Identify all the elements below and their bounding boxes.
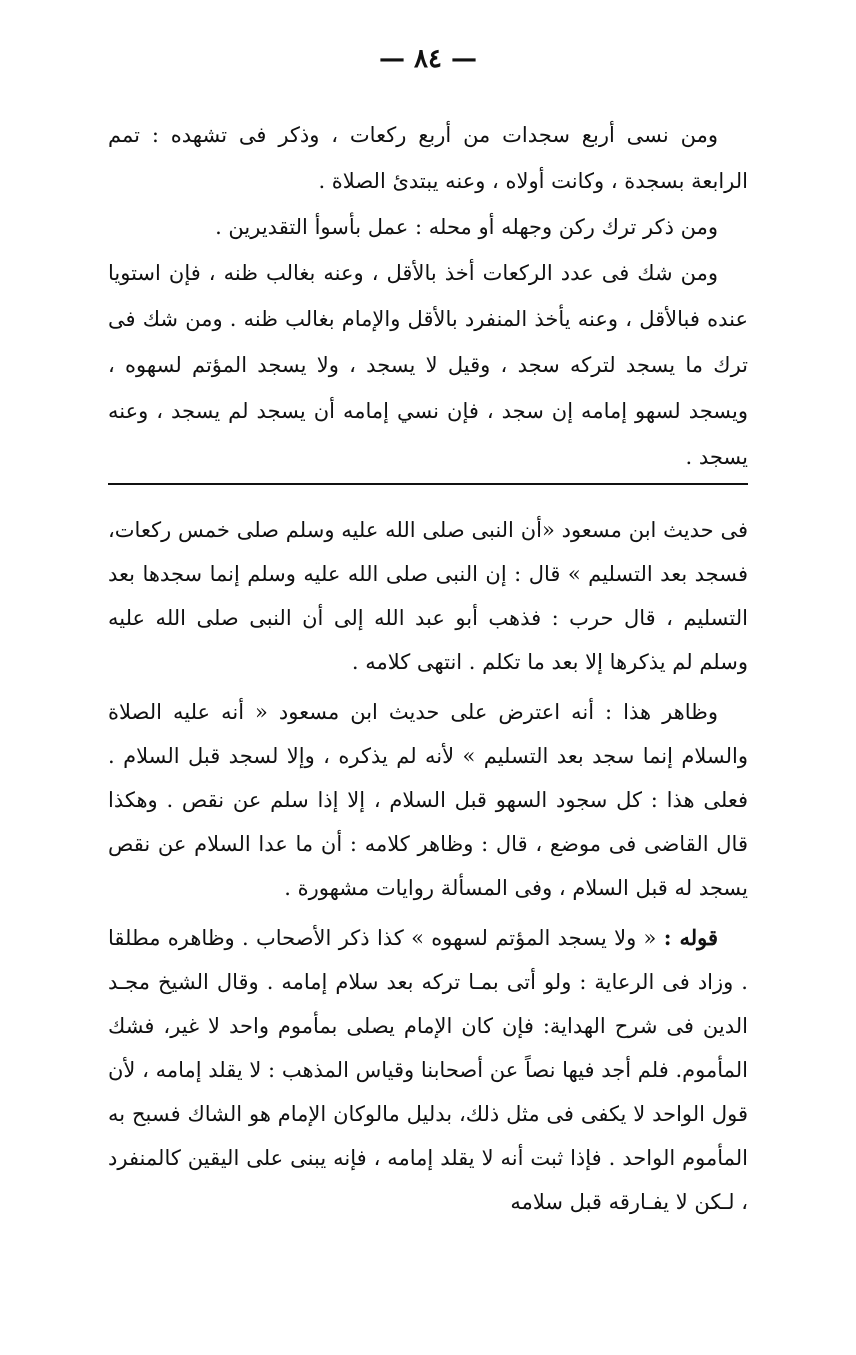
commentary-paragraph-body: « ولا يسجد المؤتم لسهوه » كذا ذكر الأصحاب . وظاهره مطلقا . وزاد فى الرعاية : ولو أتى بمـا تركه بعد سلام إمامه . وقال الشيخ مجـد الدين فى شرح الهداية: فإن كان الإمام يصلى بمأموم واحد لا غير، فشك المأموم. فلم أجد فيها نصاً عن أصحابنا وقياس المذهب : لا يقلد إمامه ، لأن قول الواحد لا يكفى فى مثل ذلك، بدليل مالوكان الإمام هو الشاك فسبح به المأموم الواحد . فإذا ثبت أنه لا يقلد إمامه ، فإنه يبنى على اليقين كالمنفرد ، لـكن لا يفـارقه قبل سلامه (108, 926, 748, 1214)
commentary-lead-word: قوله : (663, 925, 718, 950)
commentary-paragraph (108, 916, 748, 1224)
commentary-paragraph: وظاهر هذا : أنه اعترض على حديث ابن مسعود « أنه عليه الصلاة والسلام إنما سجد بعد التسليم » لأنه لم يذكره ، وإلا لسجد قبل السلام . فعلى هذا : كل سجود السهو قبل السلام ، إلا إذا سلم عن نقص . وهكذا قال القاضى فى موضع ، قال : وظاهر كلامه : أن ما عدا السلام عن نقص يسجد له قبل السلام ، وفى المسألة روايات مشهورة . (108, 700, 748, 900)
main-text (108, 112, 748, 480)
page-number: — ٨٤ — (378, 44, 478, 74)
section-divider (108, 483, 748, 485)
commentary-text (108, 508, 748, 1224)
main-paragraph: ومن شك فى عدد الركعات أخذ بالأقل ، وعنه بغالب ظنه ، فإن استويا عنده فبالأقل ، وعنه يأخذ المنفرد بالأقل والإمام بغالب ظنه . ومن شك فى ترك ما يسجد لتركه سجد ، وقيل لا يسجد ، ولا يسجد المؤتم لسهوه ، ويسجد لسهو إمامه إن سجد ، فإن نسي إمامه أن يسجد لم يسجد ، وعنه يسجد . (108, 261, 748, 469)
main-paragraph: ومن ذكر ترك ركن وجهله أو محله : عمل بأسوأ التقديرين . (215, 215, 718, 239)
commentary-paragraph: فى حديث ابن مسعود «أن النبى صلى الله عليه وسلم صلى خمس ركعات، فسجد بعد التسليم » قال : إن النبى صلى الله عليه وسلم إنما سجدها بعد التسليم ، قال حرب : فذهب أبو عبد الله إلى أن النبى صلى الله عليه وسلم لم يذكرها إلا بعد ما تكلم . انتهى كلامه . (108, 518, 748, 674)
main-paragraph: ومن نسى أربع سجدات من أربع ركعات ، وذكر فى تشهده : تمم الرابعة بسجدة ، وكانت أولاه ، وعنه يبتدئ الصلاة . (108, 123, 748, 193)
